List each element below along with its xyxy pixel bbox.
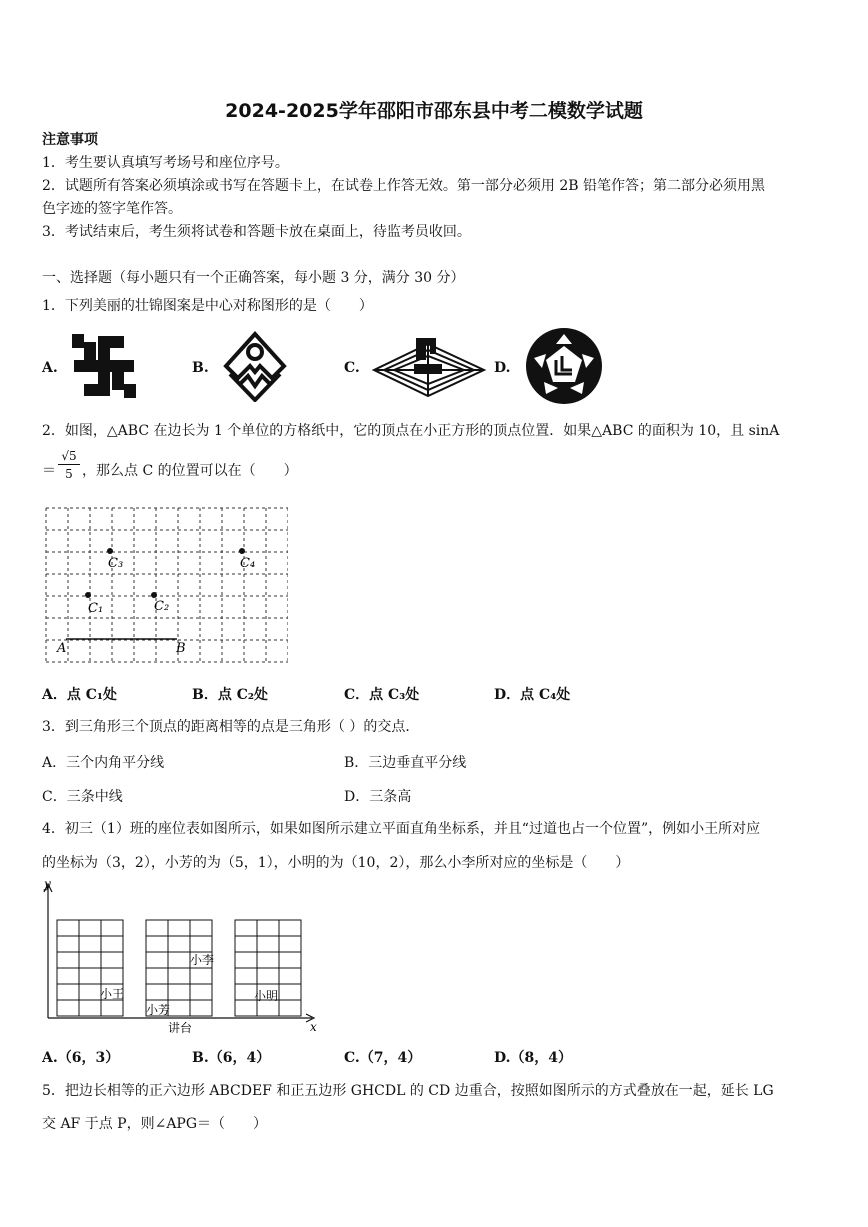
desk-cell — [279, 920, 301, 936]
label-xiaofang: 小芳 — [146, 1003, 171, 1017]
desk-cell — [79, 920, 101, 936]
bird-pattern-icon — [370, 330, 488, 402]
q2-option-a: A．点 C₁处 — [42, 687, 118, 703]
q3-option-c: C．三条中线 — [42, 789, 123, 805]
desk-cell — [168, 1000, 190, 1016]
q2-equals: ＝ — [42, 463, 56, 479]
desk-cell — [79, 968, 101, 984]
q2-option-d: D．点 C₄处 — [494, 687, 571, 703]
notice-heading: 注意事项 — [42, 132, 98, 148]
notice-item: 2．试题所有答案必须填涂或书写在答题卡上，在试卷上作答无效。第一部分必须用 2B 铅笔作答；第二部分必须用黑 — [42, 178, 765, 194]
axis-x-label: x — [310, 1020, 317, 1034]
desk-cell — [257, 952, 279, 968]
label-b: B — [176, 641, 186, 656]
desk-cell — [57, 1000, 79, 1016]
desk-cell — [146, 984, 168, 1000]
q3-option-a: A．三个内角平分线 — [42, 755, 165, 771]
q2-numerator: √5 — [61, 449, 77, 463]
q1-option-b-label: B. — [192, 360, 209, 376]
question-5-stem: 5．把边长相等的正六边形 ABCDEF 和正五边形 GHCDL 的 CD 边重合，按照如图所示的方式叠放在一起，延长 LG — [42, 1083, 774, 1099]
desk-cell — [168, 984, 190, 1000]
question-2-stem-continued: ，那么点 C 的位置可以在（ ） — [82, 463, 298, 479]
pentagon-circle-pattern-icon — [524, 326, 604, 406]
desk-cell — [279, 1000, 301, 1016]
desk-cell — [279, 936, 301, 952]
desk-cell — [101, 952, 123, 968]
label-c4: C₄ — [240, 556, 256, 571]
question-3-stem: 3．到三角形三个顶点的距离相等的点是三角形（ ）的交点． — [42, 719, 420, 735]
page-title: 2024-2025学年邵阳市邵东县中考二模数学试题 — [225, 100, 643, 122]
desk-cell — [57, 952, 79, 968]
desk-cell — [235, 952, 257, 968]
label-xiaowang: 小王 — [100, 987, 125, 1001]
label-xiaoli: 小李 — [190, 953, 215, 967]
q4-option-c: C.（7，4） — [344, 1050, 422, 1066]
desk-cell — [190, 920, 212, 936]
label-c3: C₃ — [108, 556, 124, 571]
desk-cell — [57, 968, 79, 984]
q2-denominator: 5 — [58, 464, 80, 481]
question-4-stem-continued: 的坐标为（3，2），小芳的为（5，1），小明的为（10，2），那么小李所对应的坐标是（ ） — [42, 855, 630, 871]
q4-option-a: A.（6，3） — [42, 1050, 120, 1066]
desk-cell — [101, 968, 123, 984]
desk-cell — [146, 936, 168, 952]
desk-cell — [79, 936, 101, 952]
desk-cell — [257, 936, 279, 952]
desk-cell — [235, 936, 257, 952]
swastika-pattern-icon — [68, 330, 140, 402]
desk-cell — [57, 920, 79, 936]
section-heading: 一、选择题（每小题只有一个正确答案，每小题 3 分，满分 30 分） — [42, 270, 465, 286]
axis-y-label: y — [44, 877, 51, 891]
desk-cell — [57, 984, 79, 1000]
desk-cell — [79, 984, 101, 1000]
label-xiaoming: 小明 — [254, 989, 279, 1003]
desk-cell — [279, 952, 301, 968]
desk-cell — [279, 984, 301, 1000]
question-5-stem-continued: 交 AF 于点 P，则∠APG＝（ ） — [42, 1116, 268, 1132]
question-2-stem: 2．如图，△ABC 在边长为 1 个单位的方格纸中，它的顶点在小正方形的顶点位置．如果△ABC 的面积为 10，且 sinA — [42, 423, 780, 439]
q1-option-d-label: D. — [494, 360, 511, 376]
desk-cell — [146, 968, 168, 984]
desk-cell — [101, 920, 123, 936]
desk-cell — [168, 936, 190, 952]
label-c2: C₂ — [154, 599, 170, 614]
q1-option-c-label: C. — [344, 360, 360, 376]
desk-cell — [235, 920, 257, 936]
notice-item: 1．考生要认真填写考场号和座位序号。 — [42, 155, 289, 171]
q3-option-b: B．三边垂直平分线 — [344, 755, 467, 771]
q2-fraction — [58, 449, 80, 481]
q2-grid-figure — [44, 506, 288, 664]
q2-option-c: C．点 C₃处 — [344, 687, 420, 703]
q3-option-d: D．三条高 — [344, 789, 412, 805]
desk-cell — [257, 968, 279, 984]
diamond-pattern-icon — [218, 330, 292, 402]
desk-cell — [235, 968, 257, 984]
q1-option-a-label: A. — [42, 360, 58, 376]
q4-seating-figure — [38, 876, 328, 1038]
desk-cell — [146, 952, 168, 968]
label-podium: 讲台 — [168, 1021, 193, 1035]
desk-cell — [101, 1000, 123, 1016]
desk-cell — [168, 920, 190, 936]
q4-option-d: D.（8，4） — [494, 1050, 572, 1066]
desk-cell — [79, 1000, 101, 1016]
notice-item: 色字迹的签字笔作答。 — [42, 201, 182, 217]
desk-cell — [190, 936, 212, 952]
q2-option-b: B．点 C₂处 — [192, 687, 268, 703]
desk-cell — [79, 952, 101, 968]
desk-cell — [190, 984, 212, 1000]
question-1-stem: 1．下列美丽的壮锦图案是中心对称图形的是（ ） — [42, 298, 373, 314]
desk-cell — [279, 968, 301, 984]
desk-cell — [168, 968, 190, 984]
desk-cell — [190, 968, 212, 984]
label-c1: C₁ — [88, 601, 104, 616]
question-4-stem: 4．初三（1）班的座位表如图所示，如果如图所示建立平面直角坐标系，并且“过道也占一个位置”，例如小王所对应 — [42, 821, 761, 837]
desk-cell — [57, 936, 79, 952]
label-a: A — [57, 641, 67, 656]
desk-cell — [146, 920, 168, 936]
desk-cell — [257, 920, 279, 936]
desk-cell — [101, 936, 123, 952]
desk-cell — [190, 1000, 212, 1016]
q4-option-b: B.（6，4） — [192, 1050, 271, 1066]
notice-item: 3．考试结束后，考生须将试卷和答题卡放在桌面上，待监考员收回。 — [42, 224, 471, 240]
desk-cell — [168, 952, 190, 968]
